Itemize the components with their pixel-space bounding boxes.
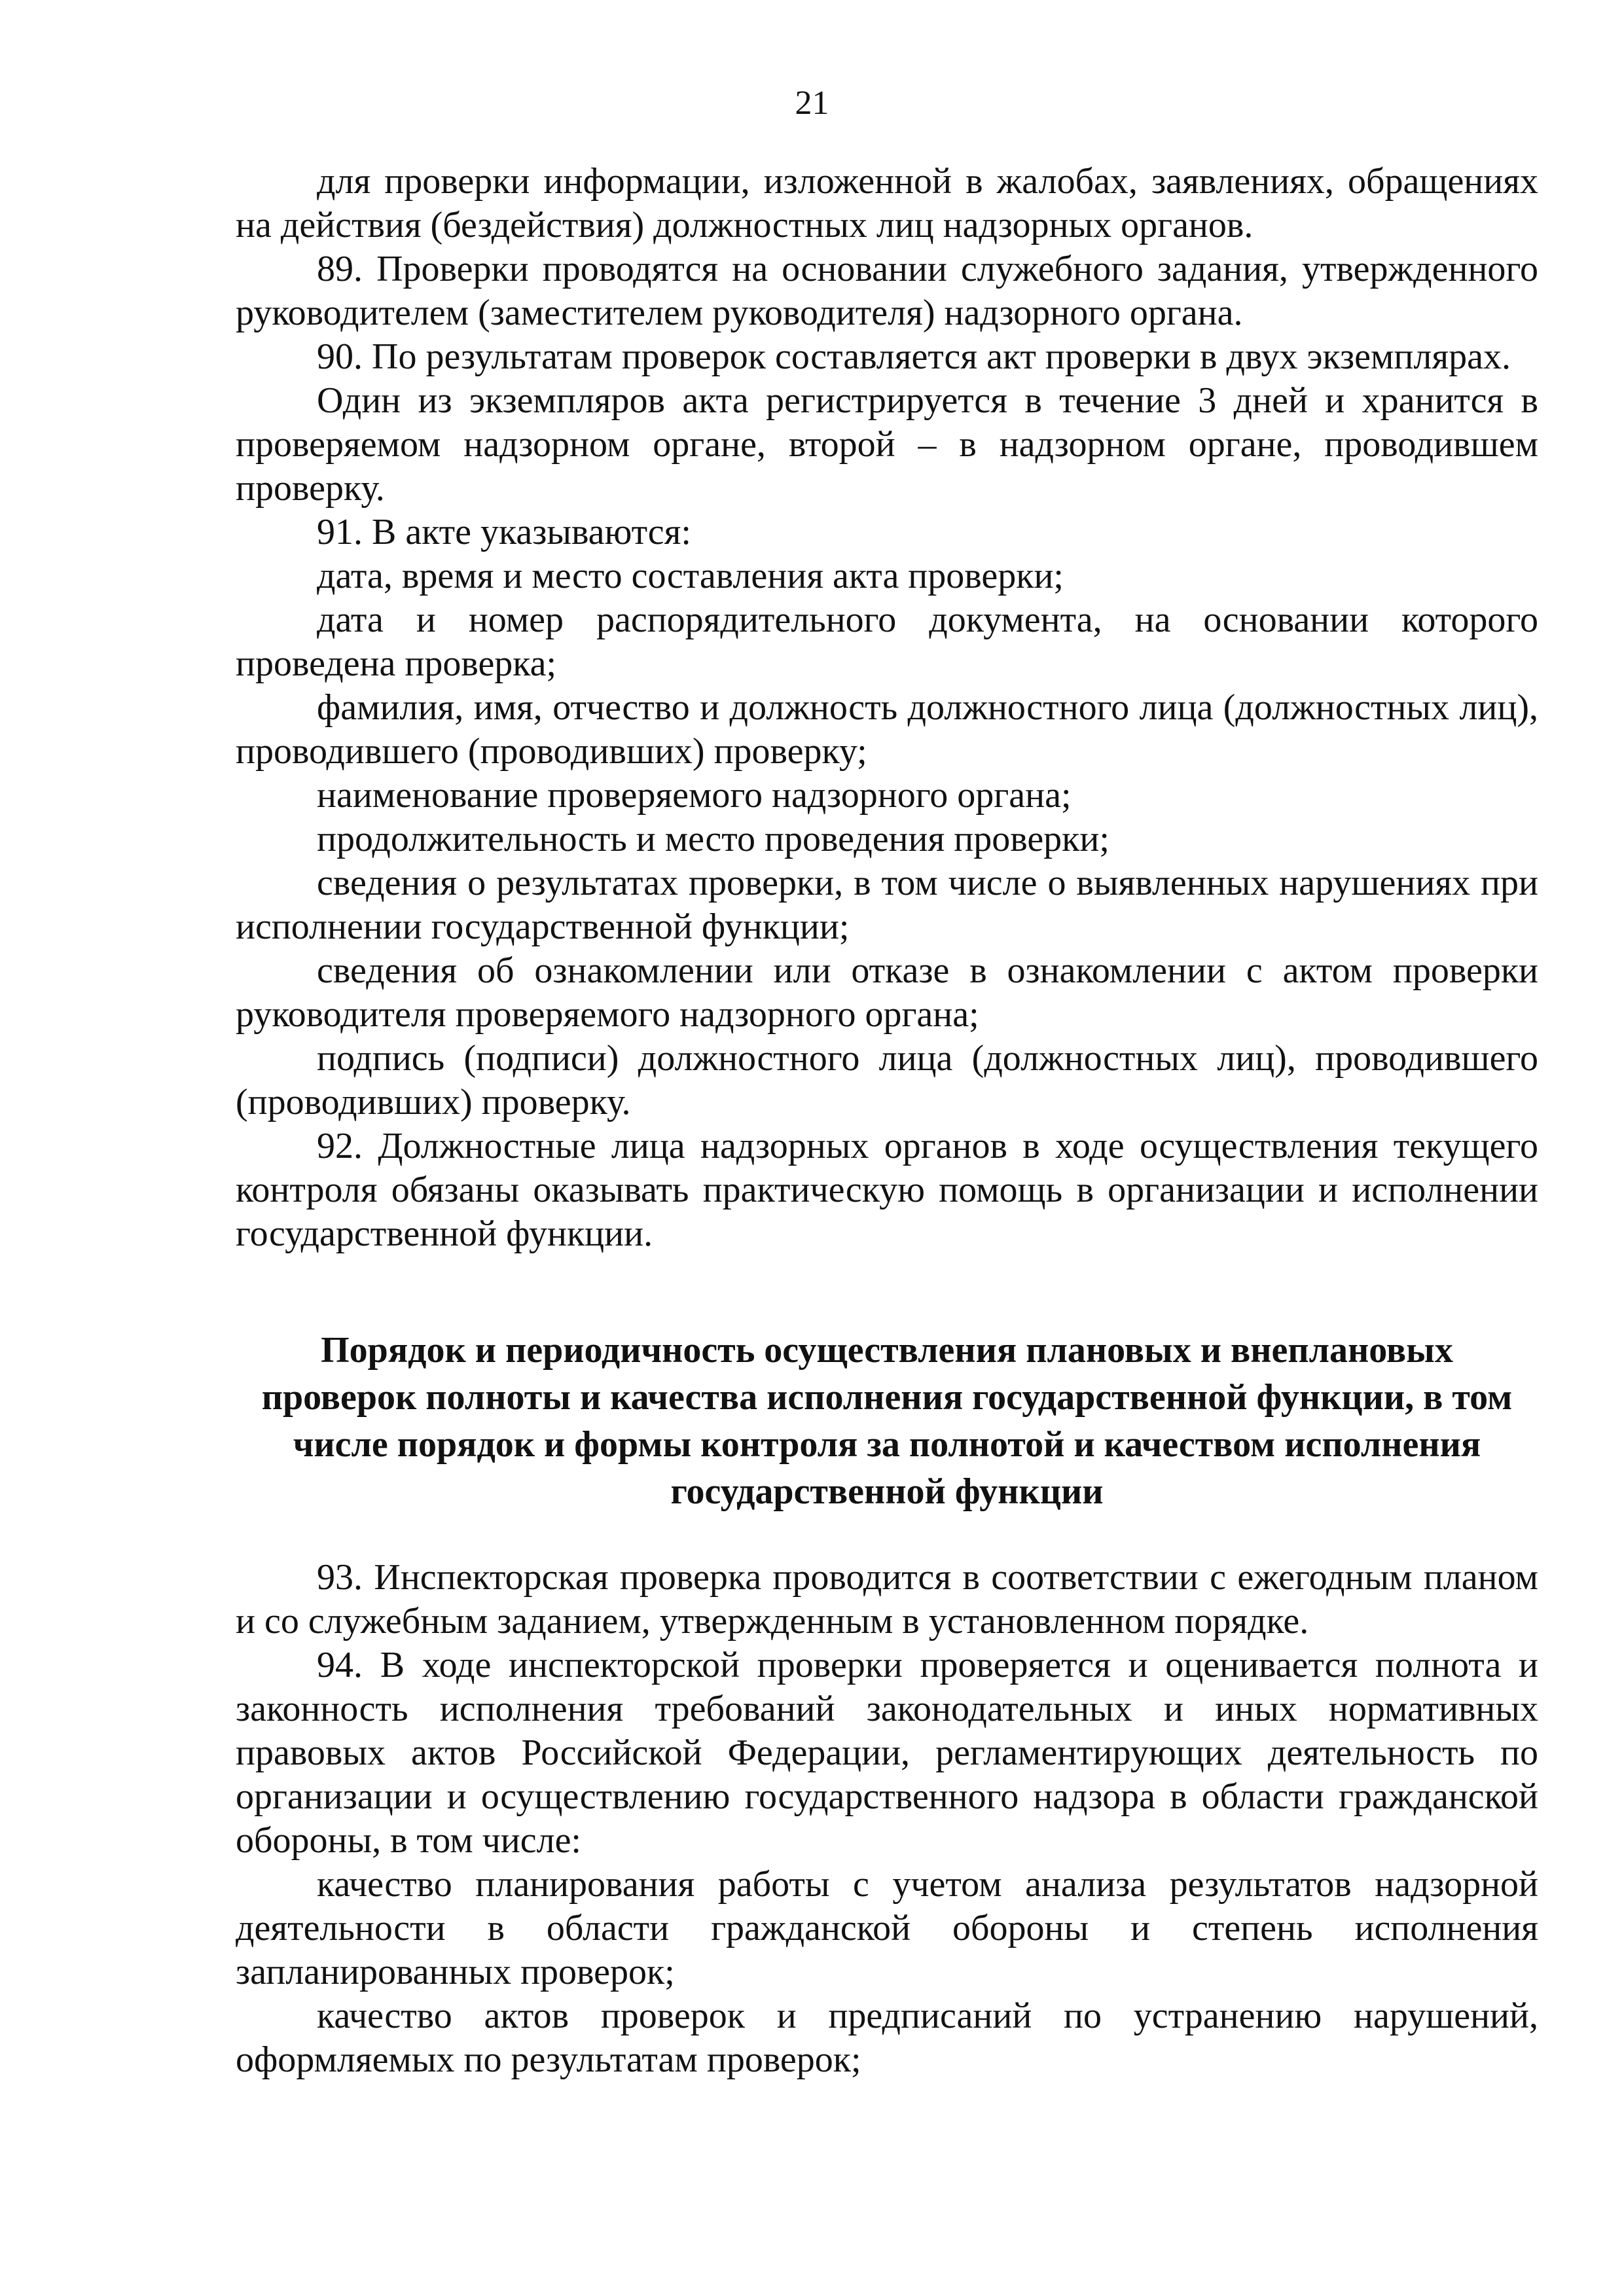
paragraph-item-94: 94. В ходе инспекторской проверки проверяется и оценивается полнота и законность исполнения требований законодательных и иных нормативных правовых актов Российской Федерации, регламентирующих деятельность по организации и осуществлению государственного надзора в области гражданской обороны, в том числе:	[236, 1645, 1538, 1861]
section-heading: Порядок и периодичность осуществления плановых и внеплановых проверок полноты и качества исполнения государственной функции, в том числе порядок и формы контроля за полнотой и качеством исполнения государственной функции	[261, 1330, 1513, 1512]
list-item: подпись (подписи) должностного лица (должностных лиц), проводившего (проводивших) проверку.	[236, 1038, 1538, 1122]
paragraph-item-89: 89. Проверки проводятся на основании служебного задания, утвержденного руководителем (заместителем руководителя) надзорного органа.	[236, 249, 1538, 333]
paragraph-item-90: 90. По результатам проверок составляется акт проверки в двух экземплярах.	[317, 336, 1511, 377]
page-number: 21	[795, 84, 829, 122]
list-item: качество актов проверок и предписаний по устранению нарушений, оформляемых по результатам проверок;	[236, 1996, 1538, 2080]
list-item: продолжительность и место проведения проверки;	[317, 819, 1110, 859]
paragraph-item-91: 91. В акте указываются:	[317, 512, 691, 552]
list-item: дата, время и место составления акта проверки;	[317, 556, 1064, 596]
list-item: сведения об ознакомлении или отказе в ознакомлении с актом проверки руководителя проверяемого надзорного органа;	[236, 950, 1538, 1035]
list-item: качество планирования работы с учетом анализа результатов надзорной деятельности в области гражданской обороны и степень исполнения запланированных проверок;	[236, 1864, 1538, 1992]
paragraph: Один из экземпляров акта регистрируется в течение 3 дней и хранится в проверяемом надзорном органе, второй – в надзорном органе, проводившем проверку.	[236, 380, 1538, 509]
list-item: наименование проверяемого надзорного органа;	[317, 775, 1072, 816]
list-item: фамилия, имя, отчество и должность должностного лица (должностных лиц), проводившего (проводивших) проверку;	[236, 687, 1538, 772]
paragraph: для проверки информации, изложенной в жалобах, заявлениях, обращениях на действия (бездействия) должностных лиц надзорных органов.	[236, 161, 1538, 245]
list-item: сведения о результатах проверки, в том числе о выявленных нарушениях при исполнении государственной функции;	[236, 863, 1538, 947]
paragraph-item-93: 93. Инспекторская проверка проводится в соответствии с ежегодным планом и со служебным заданием, утвержденным в установленном порядке.	[236, 1557, 1538, 1641]
document-body	[236, 160, 1538, 2082]
paragraph-item-92: 92. Должностные лица надзорных органов в ходе осуществления текущего контроля обязаны оказывать практическую помощь в организации и исполнении государственной функции.	[236, 1126, 1538, 1254]
list-item: дата и номер распорядительного документа, на основании которого проведена проверка;	[236, 600, 1538, 684]
